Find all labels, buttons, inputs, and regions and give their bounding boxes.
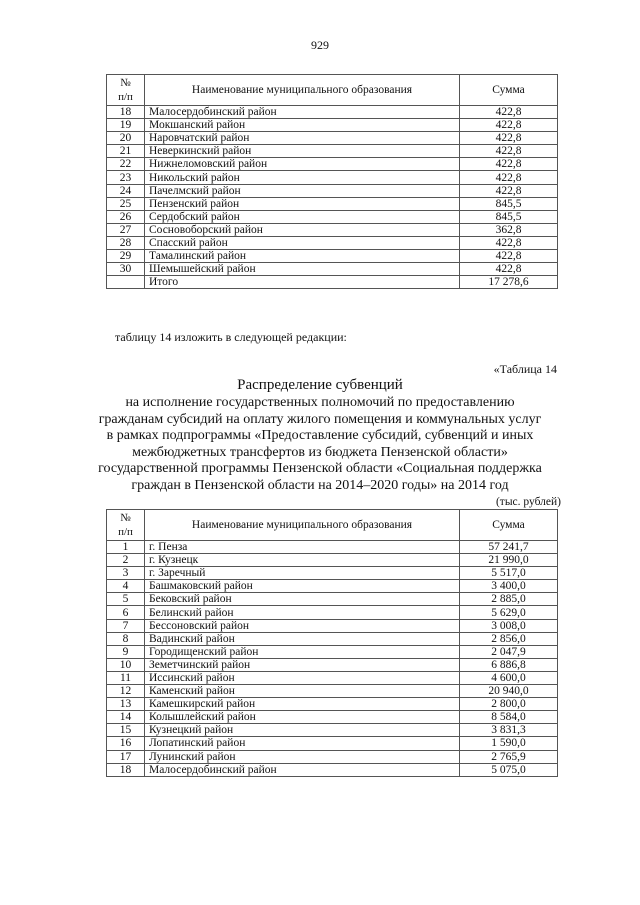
table-row [107, 263, 558, 276]
row-number: 8 [107, 632, 145, 645]
row-name: Пачелмский район [145, 184, 460, 197]
table-row [107, 184, 558, 197]
table-row [107, 223, 558, 236]
row-name: Малосердобинский район [145, 106, 460, 119]
table-row [107, 763, 558, 776]
row-number: 10 [107, 658, 145, 671]
row-sum: 362,8 [460, 223, 558, 236]
row-name: Наровчатский район [145, 132, 460, 145]
table-label: «Таблица 14 [493, 362, 557, 376]
table-row [107, 541, 558, 554]
row-sum: 8 584,0 [460, 711, 558, 724]
table-row [107, 685, 558, 698]
row-name: Бессоновский район [145, 619, 460, 632]
row-sum: 845,5 [460, 197, 558, 210]
table-row [107, 619, 558, 632]
row-sum: 422,8 [460, 158, 558, 171]
page-number: 929 [311, 38, 329, 52]
row-number: 27 [107, 223, 145, 236]
row-number: 17 [107, 750, 145, 763]
row-sum: 5 517,0 [460, 567, 558, 580]
row-number: 12 [107, 685, 145, 698]
table-row [107, 737, 558, 750]
subtitle-line: гражданам субсидий на оплату жилого помещения и коммунальных услуг [98, 411, 542, 427]
row-sum: 20 940,0 [460, 685, 558, 698]
row-number: 22 [107, 158, 145, 171]
row-number: 26 [107, 210, 145, 223]
subvention-table-continued [106, 74, 558, 289]
row-name: Шемышейский район [145, 263, 460, 276]
subtitle-line: граждан в Пензенской области на 2014–2020 годы» на 2014 год [131, 477, 509, 493]
table-row [107, 158, 558, 171]
row-number [107, 276, 145, 289]
table-row [107, 250, 558, 263]
table-row [107, 711, 558, 724]
row-number: 29 [107, 250, 145, 263]
row-name: Белинский район [145, 606, 460, 619]
subtitle-line: в рамках подпрограммы «Предоставление субсидий, субвенций и иных [106, 428, 534, 444]
row-number: 14 [107, 711, 145, 724]
row-name: Вадинский район [145, 632, 460, 645]
row-number: 25 [107, 197, 145, 210]
row-name: Иссинский район [145, 671, 460, 684]
row-sum: 422,8 [460, 171, 558, 184]
row-number: 11 [107, 671, 145, 684]
subvention-table-14 [106, 509, 558, 777]
row-sum: 2 885,0 [460, 593, 558, 606]
header-name: Наименование муниципального образования [145, 75, 460, 106]
row-sum: 3 831,3 [460, 724, 558, 737]
row-number: 21 [107, 145, 145, 158]
row-number: 5 [107, 593, 145, 606]
row-sum: 422,8 [460, 263, 558, 276]
row-name: г. Кузнецк [145, 554, 460, 567]
row-sum: 422,8 [460, 250, 558, 263]
row-number: 13 [107, 698, 145, 711]
row-number: 16 [107, 737, 145, 750]
row-name: Пензенский район [145, 197, 460, 210]
row-sum: 3 400,0 [460, 580, 558, 593]
row-name: г. Пенза [145, 541, 460, 554]
row-number: 15 [107, 724, 145, 737]
table-row [107, 698, 558, 711]
table-row [107, 724, 558, 737]
row-number: 30 [107, 263, 145, 276]
table-row [107, 606, 558, 619]
row-number: 23 [107, 171, 145, 184]
row-sum: 5 075,0 [460, 763, 558, 776]
row-name: Башмаковский район [145, 580, 460, 593]
row-sum: 5 629,0 [460, 606, 558, 619]
row-number: 18 [107, 106, 145, 119]
row-name: Земетчинский район [145, 658, 460, 671]
row-name: Камешкирский район [145, 698, 460, 711]
subtitle-line: межбюджетных трансфертов из бюджета Пензенской области» [132, 444, 508, 460]
row-sum: 6 886,8 [460, 658, 558, 671]
table-row [107, 580, 558, 593]
table-row [107, 645, 558, 658]
row-sum: 422,8 [460, 106, 558, 119]
table-row [107, 632, 558, 645]
document-title: Распределение субвенций [237, 377, 403, 393]
row-sum: 1 590,0 [460, 737, 558, 750]
row-sum: 422,8 [460, 145, 558, 158]
row-name: Малосердобинский район [145, 763, 460, 776]
table-row [107, 554, 558, 567]
table-row [107, 171, 558, 184]
row-number: 6 [107, 606, 145, 619]
table-header-row [107, 75, 558, 106]
row-number: 9 [107, 645, 145, 658]
row-name: Кузнецкий район [145, 724, 460, 737]
row-name: Сосновоборский район [145, 223, 460, 236]
subtitle-line: на исполнение государственных полномочий по предоставлению [125, 395, 515, 410]
row-number: 19 [107, 119, 145, 132]
row-name: Лопатинский район [145, 737, 460, 750]
row-name: Итого [145, 276, 460, 289]
row-number: 20 [107, 132, 145, 145]
table-header-row [107, 510, 558, 541]
row-sum: 2 765,9 [460, 750, 558, 763]
row-name: Неверкинский район [145, 145, 460, 158]
row-sum: 4 600,0 [460, 671, 558, 684]
table-row [107, 567, 558, 580]
header-sum: Сумма [460, 510, 558, 541]
row-sum: 17 278,6 [460, 276, 558, 289]
table-row [107, 210, 558, 223]
row-name: Никольский район [145, 171, 460, 184]
row-sum: 422,8 [460, 236, 558, 249]
header-num: № п/п [107, 510, 145, 541]
table-row [107, 236, 558, 249]
row-sum: 2 800,0 [460, 698, 558, 711]
subtitle-line: государственной программы Пензенской области «Социальная поддержка [98, 461, 542, 477]
instruction-text: таблицу 14 изложить в следующей редакции: [115, 330, 347, 344]
row-number: 28 [107, 236, 145, 249]
row-number: 18 [107, 763, 145, 776]
units-label: (тыс. рублей) [495, 496, 561, 508]
table-row [107, 671, 558, 684]
row-sum: 21 990,0 [460, 554, 558, 567]
document-subtitle [40, 395, 600, 495]
row-name: Сердобский район [145, 210, 460, 223]
row-name: Нижнеломовский район [145, 158, 460, 171]
table-row [107, 106, 558, 119]
row-name: г. Заречный [145, 567, 460, 580]
row-sum: 845,5 [460, 210, 558, 223]
row-number: 24 [107, 184, 145, 197]
row-name: Спасский район [145, 236, 460, 249]
row-number: 1 [107, 541, 145, 554]
table-row [107, 145, 558, 158]
row-sum: 2 856,0 [460, 632, 558, 645]
header-num: № п/п [107, 75, 145, 106]
row-sum: 422,8 [460, 119, 558, 132]
table-row [107, 658, 558, 671]
row-name: Лунинский район [145, 750, 460, 763]
row-number: 2 [107, 554, 145, 567]
row-name: Колышлейский район [145, 711, 460, 724]
row-sum: 57 241,7 [460, 541, 558, 554]
row-name: Тамалинский район [145, 250, 460, 263]
row-sum: 422,8 [460, 184, 558, 197]
table-row [107, 119, 558, 132]
table-row [107, 750, 558, 763]
row-name: Городищенский район [145, 645, 460, 658]
row-number: 7 [107, 619, 145, 632]
table-row [107, 593, 558, 606]
table-row [107, 197, 558, 210]
table-row [107, 132, 558, 145]
table-row [107, 276, 558, 289]
header-sum: Сумма [460, 75, 558, 106]
row-number: 4 [107, 580, 145, 593]
row-name: Бековский район [145, 593, 460, 606]
header-name: Наименование муниципального образования [145, 510, 460, 541]
row-number: 3 [107, 567, 145, 580]
row-name: Каменский район [145, 685, 460, 698]
row-sum: 422,8 [460, 132, 558, 145]
row-sum: 2 047,9 [460, 645, 558, 658]
row-sum: 3 008,0 [460, 619, 558, 632]
row-name: Мокшанский район [145, 119, 460, 132]
